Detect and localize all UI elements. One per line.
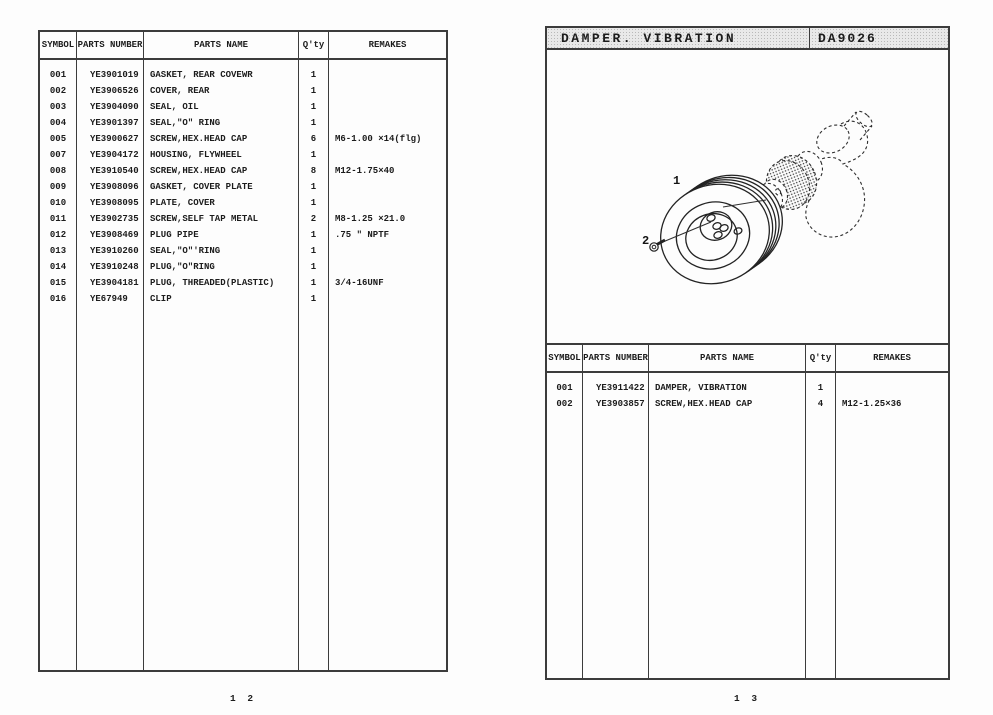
- column-parts-name: [649, 373, 806, 678]
- table-cell: YE3911422: [596, 383, 645, 393]
- table-cell: 1: [310, 278, 317, 288]
- table-cell: YE3908096: [90, 182, 139, 192]
- table-cell: 014: [49, 262, 67, 272]
- table-cell: YE3904172: [90, 150, 139, 160]
- table-cell: [335, 115, 446, 131]
- table-cell: 002: [49, 86, 67, 96]
- table-cell: YE3902735: [90, 214, 139, 224]
- table-cell: YE3910540: [90, 166, 139, 176]
- column-remakes: [836, 373, 948, 678]
- column-symbol: [40, 60, 77, 670]
- table-cell: [335, 147, 446, 163]
- table-cell: [335, 179, 446, 195]
- table-cell: 1: [817, 383, 824, 393]
- table-cell: YE3903857: [596, 399, 645, 409]
- section-title: DAMPER. VIBRATION: [547, 28, 810, 48]
- table-cell: 015: [49, 278, 67, 288]
- table-cell: [842, 380, 948, 396]
- table-cell: SCREW,HEX.HEAD CAP: [655, 399, 753, 409]
- right-table-header-row: [547, 345, 948, 373]
- right-table-body: [547, 373, 948, 678]
- table-cell: 3/4-16UNF: [335, 278, 384, 288]
- column-header-remakes: REMAKES: [368, 40, 407, 50]
- table-cell: 005: [49, 134, 67, 144]
- table-cell: YE3908469: [90, 230, 139, 240]
- table-cell: [335, 243, 446, 259]
- table-cell: 1: [310, 246, 317, 256]
- section-title-bar: [545, 26, 950, 50]
- column-remakes: [329, 60, 446, 670]
- table-cell: 016: [49, 294, 67, 304]
- table-cell: 2: [310, 214, 317, 224]
- table-cell: 004: [49, 118, 67, 128]
- column-header-remakes: REMAKES: [873, 353, 911, 363]
- table-cell: 1: [310, 86, 317, 96]
- table-cell: [335, 67, 446, 83]
- table-cell: M12-1.75×40: [335, 166, 395, 176]
- left-parts-table: [38, 30, 448, 672]
- figure-label-damper: 1: [673, 174, 681, 188]
- table-cell: M12-1.25×36: [842, 399, 902, 409]
- table-cell: 1: [310, 294, 317, 304]
- table-cell: 007: [49, 150, 67, 160]
- table-cell: 1: [310, 198, 317, 208]
- damper-figure: [547, 50, 948, 339]
- left-table-body: [40, 60, 446, 670]
- figure-label-screw: 2: [642, 234, 650, 248]
- table-cell: 013: [49, 246, 67, 256]
- figure-box: [545, 50, 950, 343]
- table-cell: YE3904181: [90, 278, 139, 288]
- table-cell: COVER, REAR: [150, 86, 210, 96]
- table-cell: M6-1.00 ×14(flg): [335, 134, 422, 144]
- table-cell: 1: [310, 118, 317, 128]
- table-cell: 1: [310, 230, 317, 240]
- table-cell: PLUG PIPE: [150, 230, 199, 240]
- table-cell: CLIP: [150, 294, 172, 304]
- left-table-header-row: [40, 32, 446, 60]
- table-cell: YE3908095: [90, 198, 139, 208]
- table-cell: [335, 99, 446, 115]
- table-cell: SCREW,HEX.HEAD CAP: [150, 134, 248, 144]
- column-header-parts-number: PARTS NUMBER: [583, 345, 649, 371]
- table-cell: 1: [310, 182, 317, 192]
- column-qty: [806, 373, 836, 678]
- table-cell: YE3901019: [90, 70, 139, 80]
- section-code: DA9026: [818, 30, 877, 46]
- table-cell: PLATE, COVER: [150, 198, 215, 208]
- table-cell: 002: [556, 399, 573, 409]
- table-cell: YE3906526: [90, 86, 139, 96]
- table-cell: [335, 195, 446, 211]
- table-cell: 009: [49, 182, 67, 192]
- table-cell: YE3900627: [90, 134, 139, 144]
- table-cell: YE3910248: [90, 262, 139, 272]
- table-cell: PLUG, THREADED(PLASTIC): [150, 278, 275, 288]
- column-header-symbol: SYMBOL: [547, 345, 583, 371]
- table-cell: YE3901397: [90, 118, 139, 128]
- table-cell: HOUSING, FLYWHEEL: [150, 150, 242, 160]
- table-cell: [335, 291, 446, 307]
- table-cell: YE3910260: [90, 246, 139, 256]
- column-parts-name: [144, 60, 299, 670]
- table-cell: 1: [310, 70, 317, 80]
- table-cell: [335, 259, 446, 275]
- left-page-number: 1 2: [229, 693, 257, 704]
- table-cell: 012: [49, 230, 67, 240]
- table-cell: .75 " NPTF: [335, 230, 390, 240]
- table-cell: 4: [817, 399, 824, 409]
- table-cell: SEAL,"O"'RING: [150, 246, 221, 256]
- column-symbol: [547, 373, 583, 678]
- column-qty: [299, 60, 329, 670]
- table-cell: YE67949: [90, 294, 128, 304]
- right-page-number: 1 3: [733, 693, 761, 704]
- column-header-parts-name: PARTS NAME: [649, 345, 806, 371]
- column-header-symbol: SYMBOL: [40, 32, 77, 58]
- table-cell: GASKET, COVER PLATE: [150, 182, 253, 192]
- table-cell: 008: [49, 166, 67, 176]
- column-header-parts-name: PARTS NAME: [144, 32, 299, 58]
- table-cell: 011: [49, 214, 67, 224]
- table-cell: 1: [310, 262, 317, 272]
- table-cell: SEAL, OIL: [150, 102, 199, 112]
- table-cell: 001: [49, 70, 67, 80]
- table-cell: DAMPER, VIBRATION: [655, 383, 747, 393]
- table-cell: [335, 83, 446, 99]
- table-cell: YE3904090: [90, 102, 139, 112]
- table-cell: GASKET, REAR COVEWR: [150, 70, 253, 80]
- table-cell: 1: [310, 102, 317, 112]
- column-header-qty: Q'ty: [299, 32, 329, 58]
- table-cell: PLUG,"O"RING: [150, 262, 215, 272]
- column-parts-number: [77, 60, 144, 670]
- column-header-parts-number: PARTS NUMBER: [77, 32, 144, 58]
- table-cell: 1: [310, 150, 317, 160]
- table-cell: 010: [49, 198, 67, 208]
- column-header-qty: Q'ty: [806, 345, 836, 371]
- column-parts-number: [583, 373, 649, 678]
- table-cell: 001: [556, 383, 573, 393]
- table-cell: 8: [310, 166, 317, 176]
- table-cell: 003: [49, 102, 67, 112]
- table-cell: SEAL,"O" RING: [150, 118, 221, 128]
- table-cell: SCREW,HEX.HEAD CAP: [150, 166, 248, 176]
- table-cell: M8-1.25 ×21.0: [335, 214, 406, 224]
- right-parts-table: [545, 343, 950, 680]
- table-cell: 6: [310, 134, 317, 144]
- table-cell: SCREW,SELF TAP METAL: [150, 214, 259, 224]
